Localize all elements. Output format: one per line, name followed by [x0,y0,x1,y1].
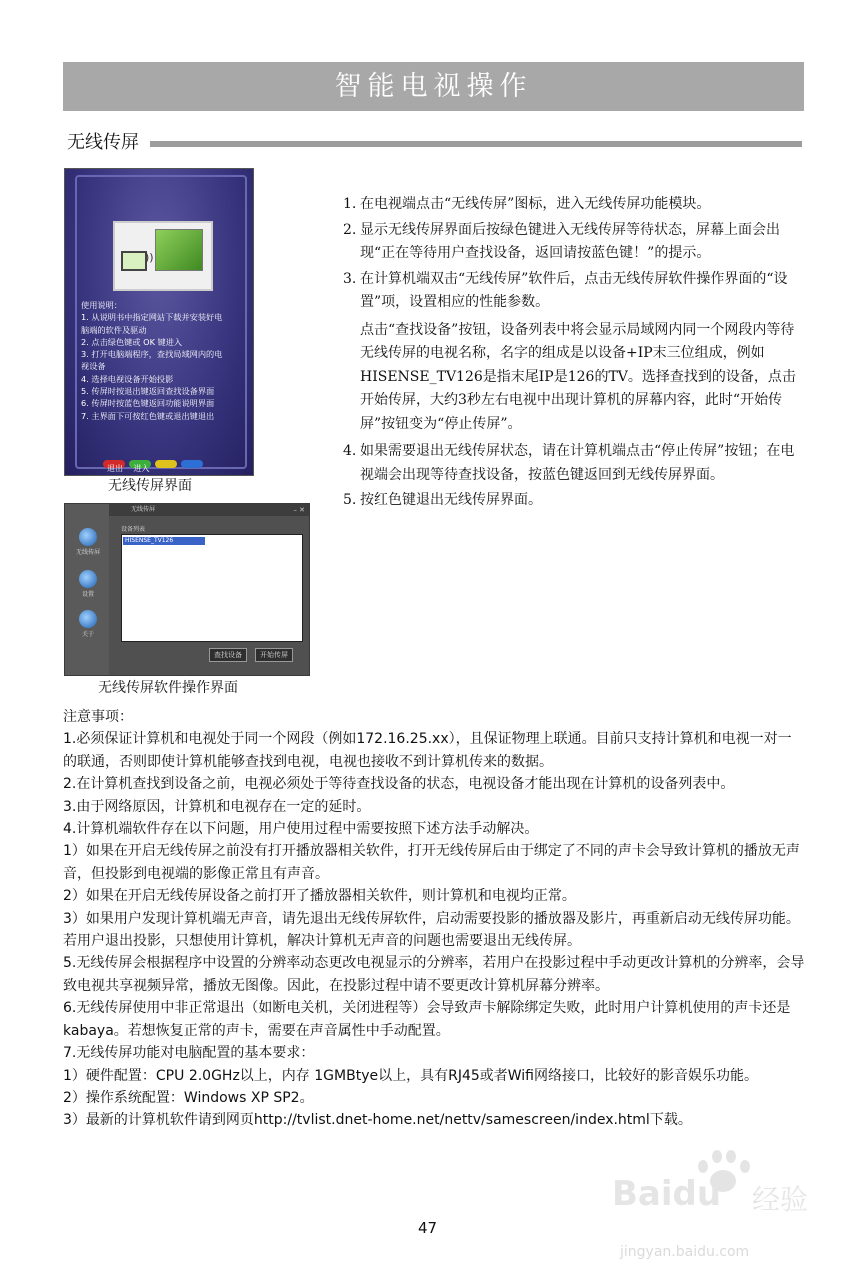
note-item: 3）最新的计算机软件请到网页http://tvlist.dnet-home.net/nettv/samescreen/index.html下载。 [63,1112,692,1129]
photo-icon [155,229,203,271]
note-item: 7.无线传屏功能对电脑配置的基本要求： [63,1045,315,1062]
software-window [109,504,309,675]
monitor-icon [121,251,147,271]
pc-screenshot-caption: 无线传屏软件操作界面 [98,680,238,696]
instruction-line: 脑端的软件及驱动 [81,324,147,335]
instruction-line: 4. 选择电视设备开始投影 [81,373,174,384]
device-list-label: 设备列表 [121,526,146,533]
watermark [612,1148,812,1268]
step-item [343,193,805,217]
software-sidebar [65,504,109,675]
note-item: 5.无线传屏会根据程序中设置的分辨率动态更改电视显示的分辨率，若用户在投影过程中手动更改计算机的分辨率，会导致电视共享视频异常，播放无图像。因此，在投影过程中请不要更改计算机屏幕分辨率。 [63,955,805,994]
tv-screenshot-caption: 无线传屏界面 [108,478,192,494]
step-text: 在电视端点击“无线传屏”图标，进入无线传屏功能模块。 [360,196,711,212]
watermark-brand: Baidu [612,1174,722,1214]
step-item [343,268,805,315]
steps-list [343,193,805,515]
sidebar-item-settings[interactable] [71,570,105,598]
step-number: 4. [343,443,357,459]
page-number: 47 [418,1219,438,1237]
step-number: 2. [343,221,357,238]
watermark-site: jingyan.baidu.com [620,1244,750,1260]
instruction-line: 1. 从说明书中指定网站下载并安装好电 [81,312,223,323]
tv-instructions [81,299,241,422]
blue-key-icon [181,460,203,468]
window-title: 无线传屏 [109,504,309,516]
step-item [343,489,805,513]
step-text: 点击“查找设备”按钮，设备列表中将会显示局域网内同一个网段内等待无线传屏的电视名称，名字的组成是以设备+IP末三位组成，例如HISENSE_TV126是指末尾IP是126的TV。选择查找到的设备，点击开始传屏，大约3秒左右电视中出现计算机的屏幕内容，此时“开始传屏”按钮变为“停止传屏”。 [360,321,796,432]
step-text: 在计算机端双击“无线传屏”软件后，点击无线传屏软件操作界面的“设置”项，设置相应的性能参数。 [360,270,788,310]
note-item: 1）硬件配置：CPU 2.0GHz以上，内存 1GMBtye以上，具有RJ45或者Wifi网络接口，比较好的影音娱乐功能。 [63,1067,759,1084]
list-item[interactable]: HISENSE_TV126 [123,537,205,545]
instruction-line: 6. 传屏时按蓝色键返回功能说明界面 [81,398,215,409]
sidebar-item-label: 无线传屏 [75,549,100,556]
step-paragraph [343,319,805,437]
step-number: 5. [343,492,357,508]
note-item: 2）如果在开启无线传屏设备之前打开了播放器相关软件，则计算机和电视均正常。 [63,888,576,905]
exit-label: 退出 [107,464,123,473]
step-number: 3. [343,270,357,287]
note-item: 6.无线传屏使用中非正常退出（如断电关机，关闭进程等）会导致声卡解除绑定失败，此时用户计算机使用的声卡还是kabaya。若想恢复正常的声卡，需要在声音属性中手动配置。 [63,1000,791,1039]
notes-section [63,706,805,1132]
step-text: 按红色键退出无线传屏界面。 [360,492,542,508]
instruction-line: 3. 打开电脑端程序，查找局域网内的电 [81,349,223,360]
note-item: 1）如果在开启无线传屏之前没有打开播放器相关软件，打开无线传屏后由于绑定了不同的声卡会导致计算机的播放无声音，但投影到电视端的影像正常且有声音。 [63,843,800,882]
color-key-bar [103,453,223,463]
tv-screenshot [64,168,254,476]
key-labels [107,463,150,474]
page-header: 智能电视操作 [63,62,804,111]
watermark-brand-cn: 经验 [752,1183,809,1216]
notes-heading: 注意事项： [63,709,133,725]
step-text: 显示无线传屏界面后按绿色键进入无线传屏等待状态，屏幕上面会出现“正在等待用户查找设备，返回请按蓝色键！”的提示。 [360,221,780,261]
sidebar-item-label: 设置 [81,591,94,598]
note-item: 1.必须保证计算机和电视处于同一个网段（例如172.16.25.xx），且保证物理上联通。目前只支持计算机和电视一对一的联通，否则即使计算机能够查找到电视，电视也接收不到计算机传来的数据。 [63,731,792,770]
instruction-line: 7. 主界面下可按红色键或退出键退出 [81,410,215,421]
sidebar-item-wireless[interactable] [71,528,105,556]
note-item: 3.由于网络原因，计算机和电视存在一定的延时。 [63,798,371,815]
enter-label: 进入 [133,464,150,473]
yellow-key-icon [155,460,177,468]
close-icon[interactable]: – ✕ [293,506,305,514]
instruction-line: 使用说明： [81,300,122,310]
sidebar-item-about[interactable] [71,610,105,638]
section-rule [150,141,802,147]
wireless-icon [79,528,97,546]
sidebar-item-label: 关于 [81,631,94,638]
find-device-button[interactable]: 查找设备 [209,648,247,662]
help-icon [79,610,97,628]
step-text: 如果需要退出无线传屏状态，请在计算机端点击“停止传屏”按钮；在电视端会出现等待查找设备，按蓝色键返回到无线传屏界面。 [360,443,795,483]
note-item: 2.在计算机查找到设备之前，电视必须处于等待查找设备的状态，电视设备才能出现在计算机的设备列表中。 [63,776,735,793]
section-title: 无线传屏 [67,132,139,153]
pc-software-screenshot [64,503,310,676]
device-list[interactable] [121,534,303,642]
note-item: 2）操作系统配置：Windows XP SP2。 [63,1089,314,1106]
start-cast-button[interactable]: 开始传屏 [255,648,293,662]
instruction-line: 2. 点击绿色键或 OK 键进入 [81,336,183,347]
step-item [343,440,805,487]
instruction-line: 5. 传屏时按退出键返回查找设备界面 [81,386,215,397]
gear-icon [79,570,97,588]
instruction-line: 视设备 [81,361,106,372]
signal-icon: )) [145,251,154,264]
note-item: 3）如果用户发现计算机端无声音，请先退出无线传屏软件，启动需要投影的播放器及影片，再重新启动无线传屏功能。若用户退出投影，只想使用计算机，解决计算机无声音的问题也需要退出无线传屏。 [63,910,800,950]
step-number: 1. [343,196,357,212]
step-item [343,219,805,266]
note-item: 4.计算机端软件存在以下问题，用户使用过程中需要按照下述方法手动解决。 [63,821,539,838]
cast-illustration [113,221,213,291]
